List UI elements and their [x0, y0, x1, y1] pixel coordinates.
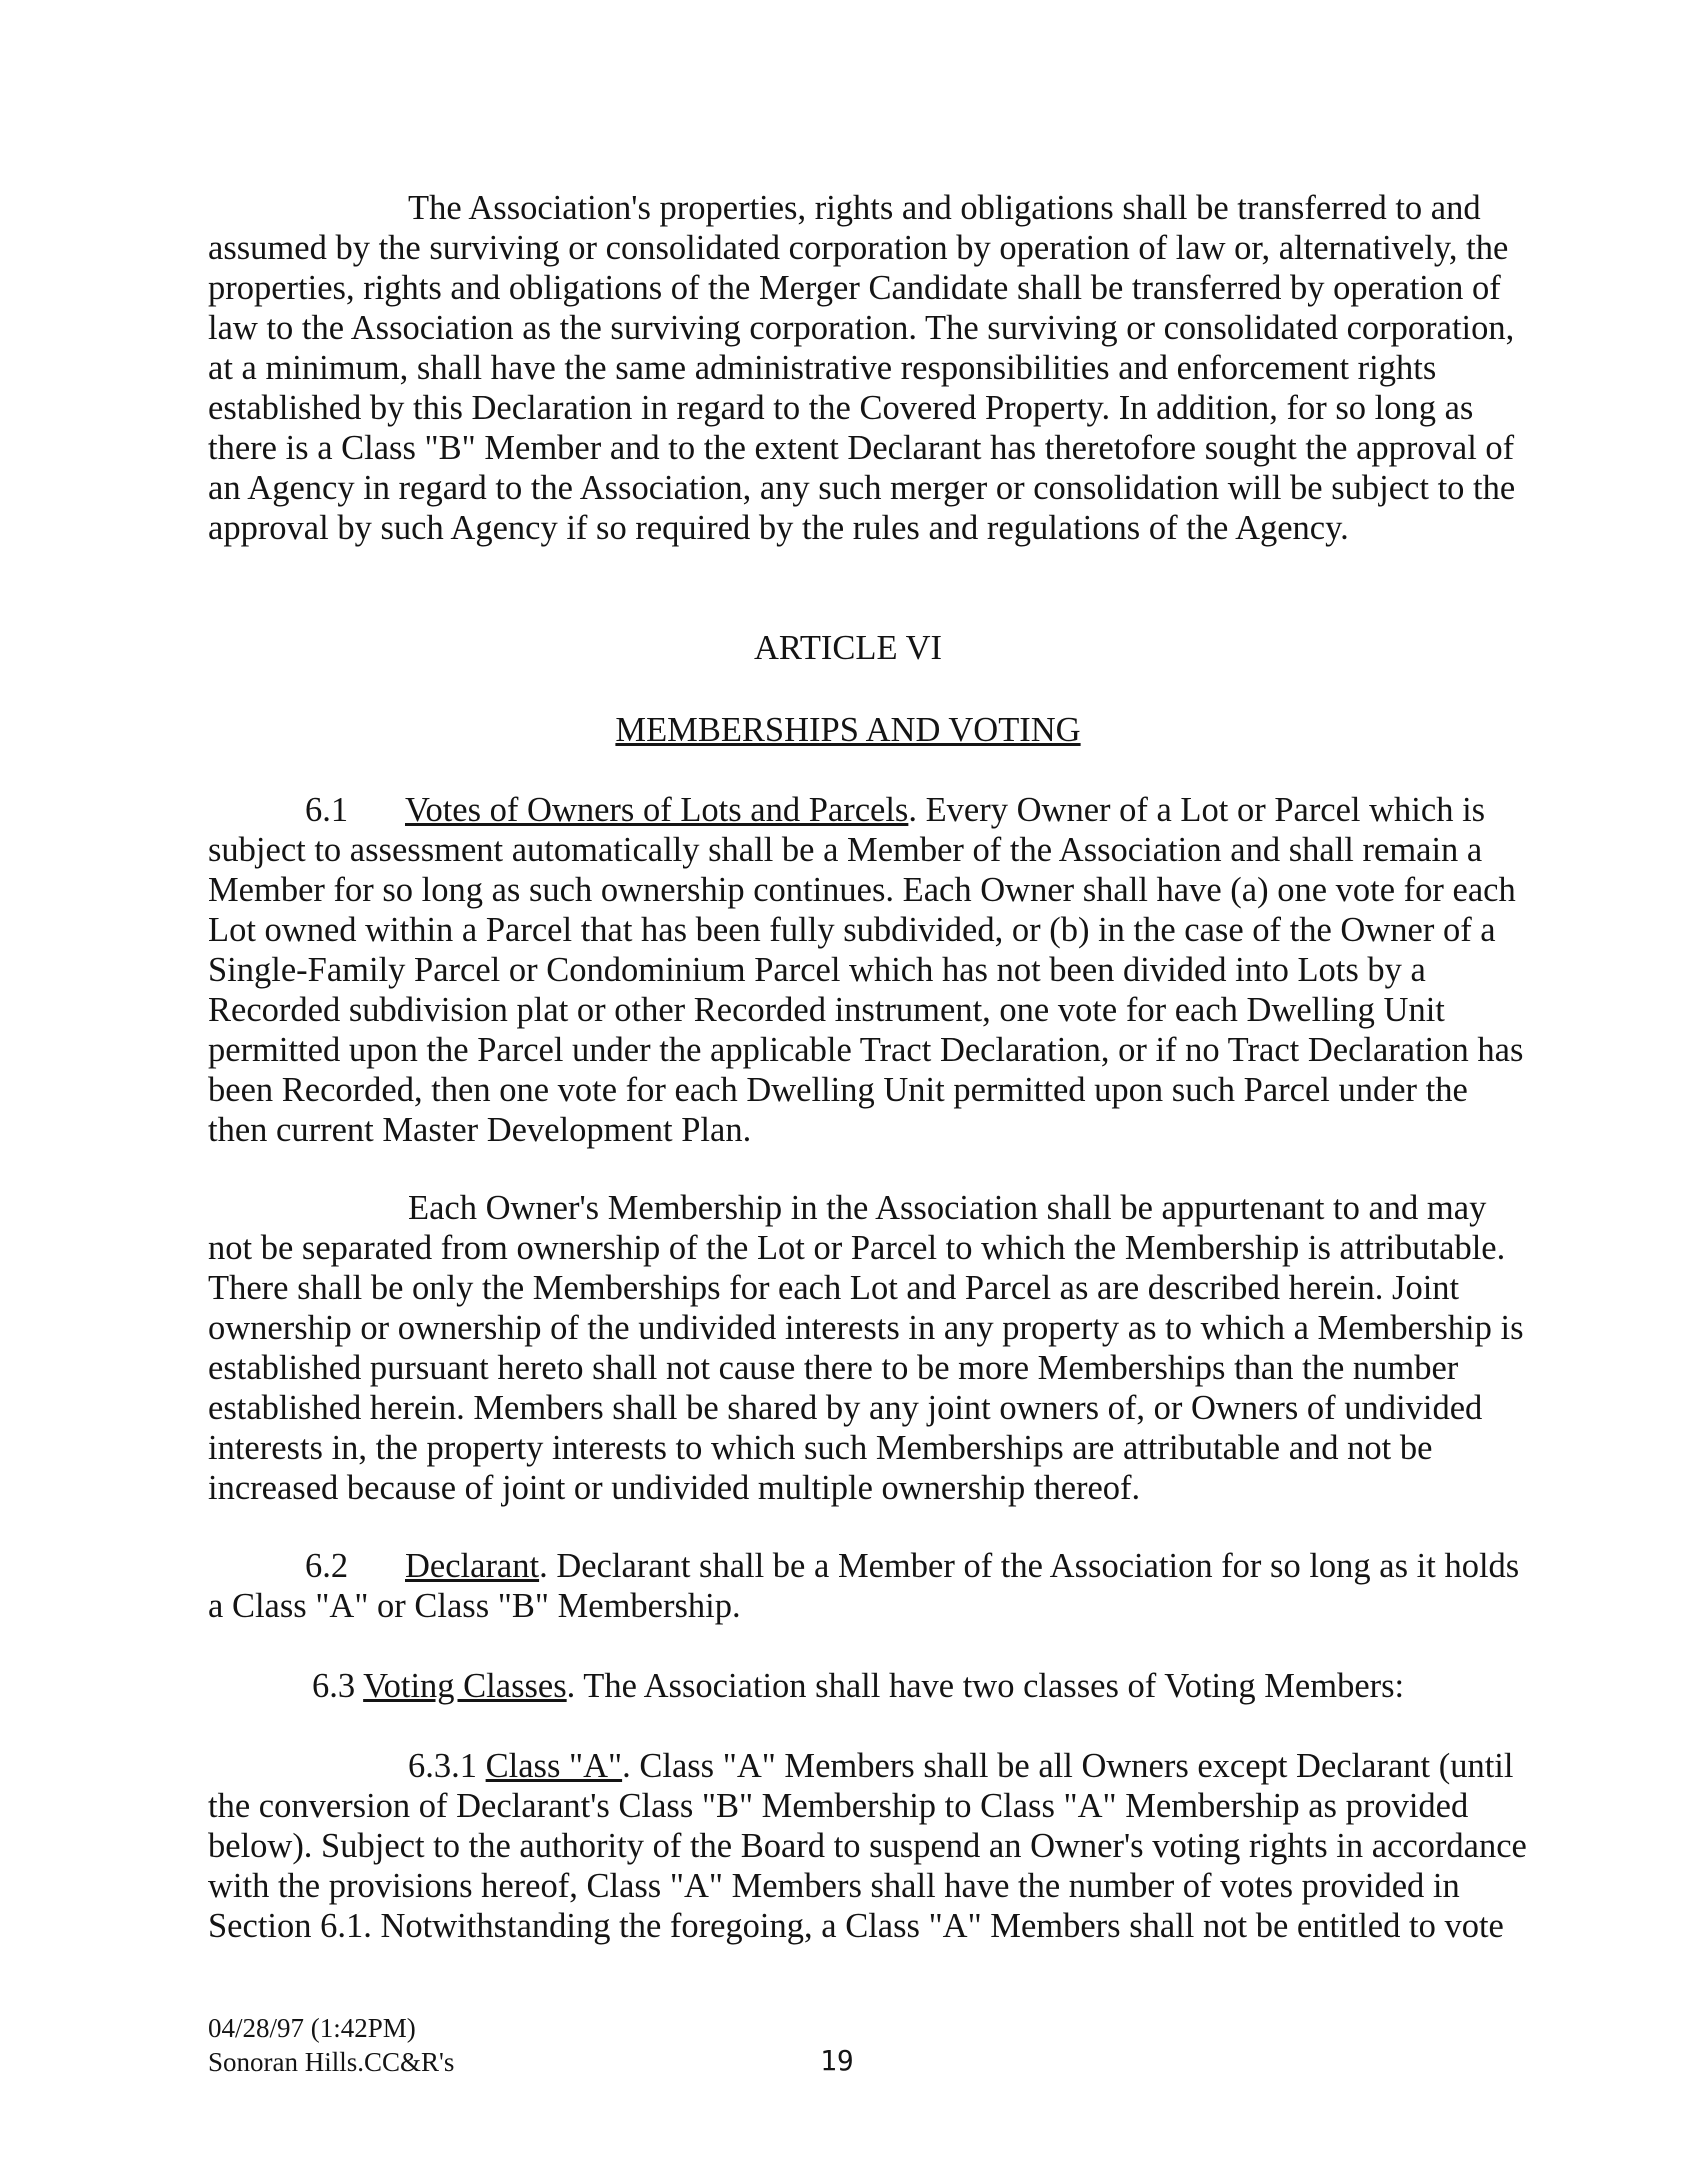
owner-membership-paragraph: Each Owner's Membership in the Association shall be appurtenant to and may not be separated from ownership of the Lot or Parcel to which the Membership is attributable. There shall be only the Memberships for each Lot and Parcel as are described herein. Joint ownership or ownership of the undivided interests in any property as to which a Membership is established pursuant hereto shall not cause there to be more Memberships than the number established herein. Members shall be shared by any joint owners of, or Owners of undivided interests in, the property interests to which such Memberships are attributable and not be increased because of joint or undivided multiple ownership thereof.	[208, 1189, 1524, 1507]
article-title	[0, 710, 1696, 750]
section-number: 6.3	[312, 1667, 356, 1705]
section-text: . The Association shall have two classes of Voting Members:	[566, 1667, 1405, 1705]
article-number: ARTICLE VI	[754, 629, 942, 667]
section-number: 6.1	[305, 791, 349, 829]
section-number: 6.3.1	[408, 1747, 477, 1785]
page-number: 19	[820, 2044, 854, 2077]
section-6-3-1	[208, 1746, 1528, 1946]
section-heading: Class "A"	[485, 1747, 623, 1785]
footer	[208, 2011, 454, 2079]
section-heading: Voting Classes	[363, 1667, 567, 1705]
section-text: . Every Owner of a Lot or Parcel which is subject to assessment automatically shall be a Member of the Association and shall remain a Member for so long as such ownership continues. Each Owner shall have (a) one vote for each Lot owned within a Parcel that has been fully subdivided, or (b) in the case of the Owner of a Single-Family Parcel or Condominium Parcel which has not been divided into Lots by a Recorded subdivision plat or other Recorded instrument, one vote for each Dwelling Unit permitted upon the Parcel under the applicable Tract Declaration, or if no Tract Declaration has been Recorded, then one vote for each Dwelling Unit permitted upon such Parcel under the then current Master Development Plan.	[208, 791, 1524, 1149]
article-title-text: MEMBERSHIPS AND VOTING	[615, 711, 1081, 749]
footer-document-name: Sonoran Hills.CC&R's	[208, 2047, 455, 2077]
section-text: . Declarant shall be a Member of the Association for so long as it holds a Class "A" or Class "B" Membership.	[208, 1547, 1520, 1625]
footer-date: 04/28/97 (1:42PM)	[208, 2013, 416, 2043]
section-6-2	[208, 1546, 1528, 1626]
section-heading: Declarant	[405, 1547, 540, 1585]
section-heading: Votes of Owners of Lots and Parcels	[405, 791, 909, 829]
section-number: 6.2	[305, 1547, 349, 1585]
continuation-paragraph: The Association's properties, rights and obligations shall be transferred to and assumed by the surviving or consolidated corporation by operation of law or, alternatively, the properties, rights and obligations of the Merger Candidate shall be transferred by operation of law to the Association as the surviving corporation. The surviving or consolidated corporation, at a minimum, shall have the same administrative responsibilities and enforcement rights established by this Declaration in regard to the Covered Property. In addition, for so long as there is a Class "B" Member and to the extent Declarant has theretofore sought the approval of an Agency in regard to the Association, any such merger or consolidation will be subject to the approval by such Agency if so required by the rules and regulations of the Agency.	[208, 189, 1516, 547]
section-6-3	[208, 1666, 1528, 1706]
section-6-1	[208, 790, 1528, 1150]
section-text: . Class "A" Members shall be all Owners except Declarant (until the conversion of Declarant's Class "B" Membership to Class "A" Membership as provided below). Subject to the authority of the Board to suspend an Owner's voting rights in accordance with the provisions hereof, Class "A" Members shall have the number of votes provided in Section 6.1. Notwithstanding the foregoing, a Class "A" Members shall not be entitled to vote	[208, 1747, 1527, 1945]
